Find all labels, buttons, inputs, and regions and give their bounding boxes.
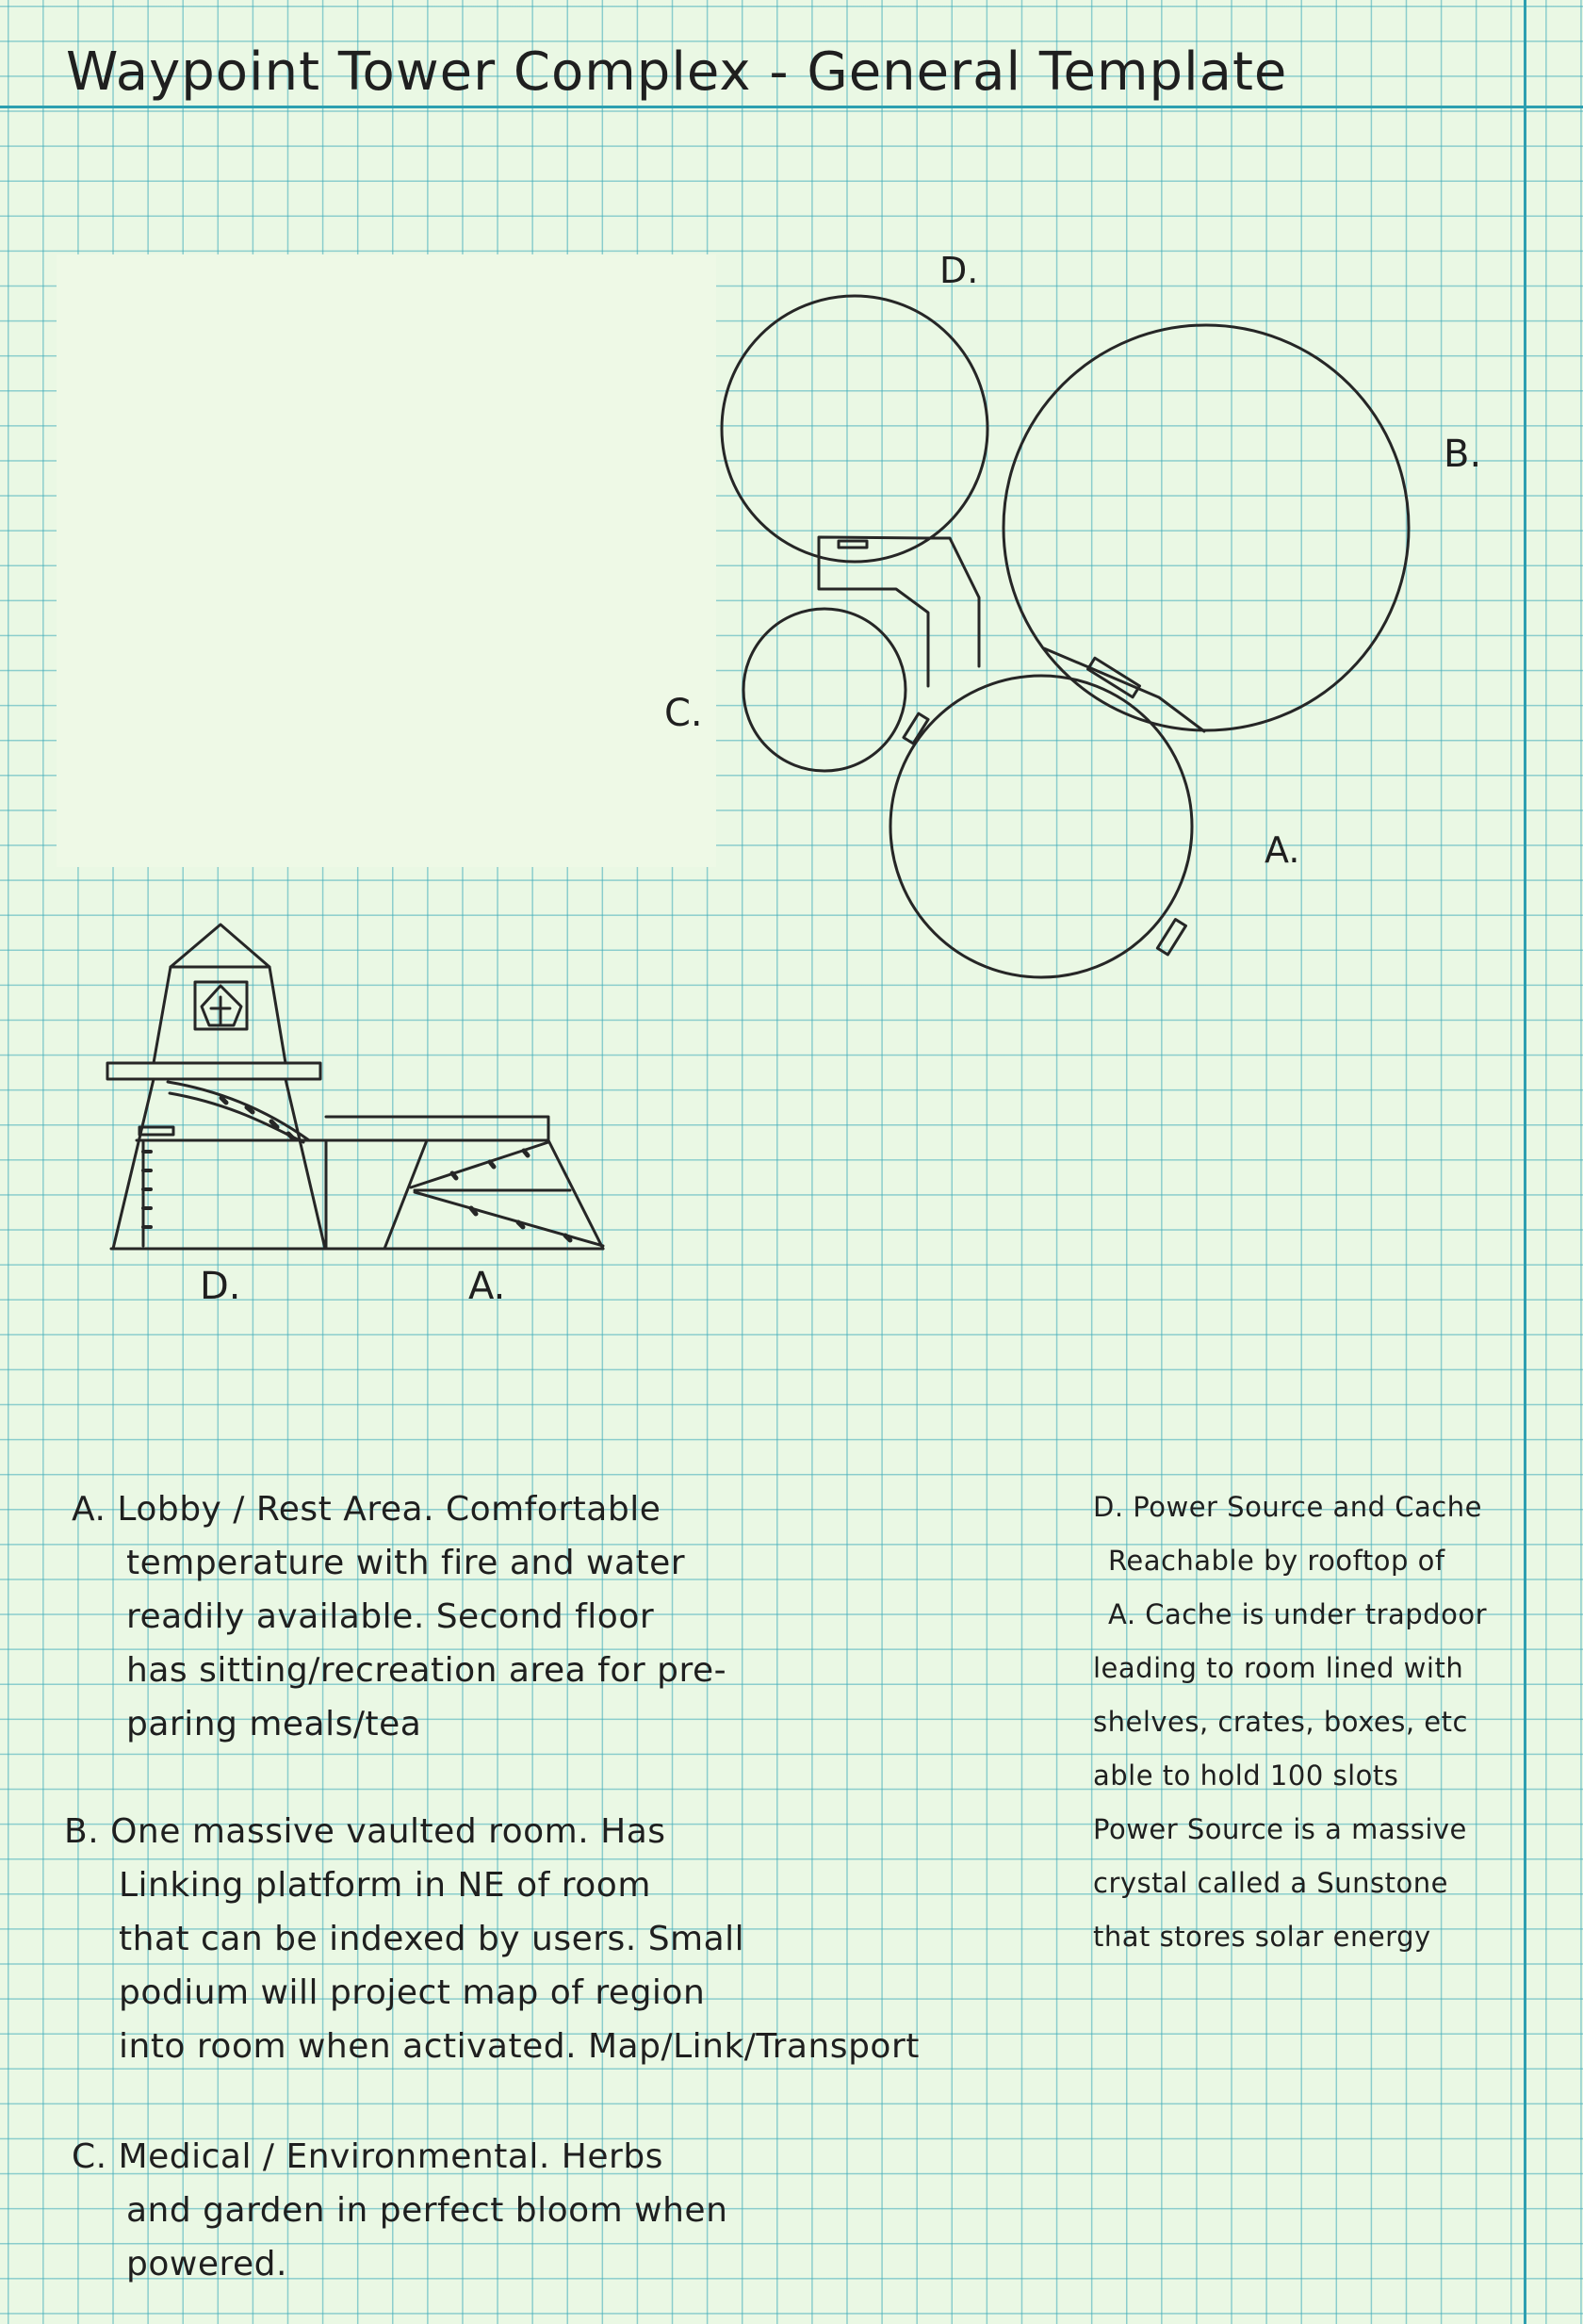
note-a-line-4: has sitting/recreation area for pre- <box>126 1651 727 1690</box>
door-a-c <box>904 713 928 744</box>
plan-label-c: C. <box>664 692 703 735</box>
note-c-label: C. <box>72 2137 107 2176</box>
note-b-line-4: podium will project map of region <box>119 1973 706 2012</box>
note-d-line-1: D. Power Source and Cache <box>1093 1491 1482 1523</box>
door-a-south <box>1157 920 1185 955</box>
page-title: Waypoint Tower Complex - General Template <box>66 41 1288 103</box>
note-d-label: D. <box>1093 1491 1124 1523</box>
note-c-line-2: and garden in perfect bloom when <box>126 2191 728 2230</box>
tower-d-roof <box>171 925 269 967</box>
note-c <box>72 2130 788 2291</box>
note-d-line-3: A. Cache is under trapdoor <box>1108 1598 1487 1630</box>
note-d-line-9: that stores solar energy <box>1093 1921 1431 1953</box>
note-a-line-5: paring meals/tea <box>126 1705 422 1743</box>
note-b-line-1: B. One massive vaulted room. Has <box>64 1812 666 1851</box>
floor-plan <box>664 250 1481 977</box>
room-d-circle <box>722 296 987 562</box>
note-b-label: B. <box>64 1812 100 1851</box>
note-a-line-1: A. Lobby / Rest Area. Comfortable <box>72 1490 661 1529</box>
plan-label-a: A. <box>1265 829 1300 871</box>
note-d-line-7: Power Source is a massive <box>1093 1813 1467 1845</box>
lobby-a-roof <box>326 1117 548 1140</box>
note-d-line-6: able to hold 100 slots <box>1093 1759 1399 1792</box>
corridor-door <box>839 541 867 548</box>
note-a-label: A. <box>72 1490 106 1529</box>
note-b-line-3: that can be indexed by users. Small <box>119 1920 745 1958</box>
note-d-line-4: leading to room lined with <box>1093 1652 1464 1684</box>
elevation-label-a: A. <box>468 1265 506 1308</box>
tower-d-balcony <box>107 1063 320 1079</box>
room-c-circle <box>743 609 906 771</box>
elevation <box>107 925 603 1308</box>
lobby-a-stair-treads <box>452 1151 570 1240</box>
note-d <box>1093 1481 1536 1964</box>
note-d-line-8: crystal called a Sunstone <box>1093 1867 1448 1899</box>
note-b <box>64 1805 920 2073</box>
note-d-line-5: shelves, crates, boxes, etc <box>1093 1706 1468 1738</box>
note-d-line-2: Reachable by rooftop of <box>1108 1545 1445 1577</box>
note-c-line-3: powered. <box>126 2245 287 2283</box>
connector-a-to-b <box>1044 648 1204 731</box>
note-a-line-3: readily available. Second floor <box>126 1597 655 1636</box>
note-a <box>72 1482 731 1751</box>
sunstone-icon <box>202 986 241 1025</box>
note-c-line-1: C. Medical / Environmental. Herbs <box>72 2137 663 2176</box>
tower-d-hatch <box>139 1127 173 1135</box>
plan-label-b: B. <box>1444 433 1482 476</box>
note-b-line-5: into room when activated. Map/Link/Transport <box>119 2027 920 2066</box>
lobby-a-walls <box>384 1140 603 1249</box>
note-a-line-2: temperature with fire and water <box>126 1544 686 1582</box>
plan-label-d: D. <box>939 250 979 291</box>
elevation-label-d: D. <box>200 1265 241 1308</box>
room-b-circle <box>1004 325 1409 730</box>
note-b-line-2: Linking platform in NE of room <box>119 1866 651 1905</box>
